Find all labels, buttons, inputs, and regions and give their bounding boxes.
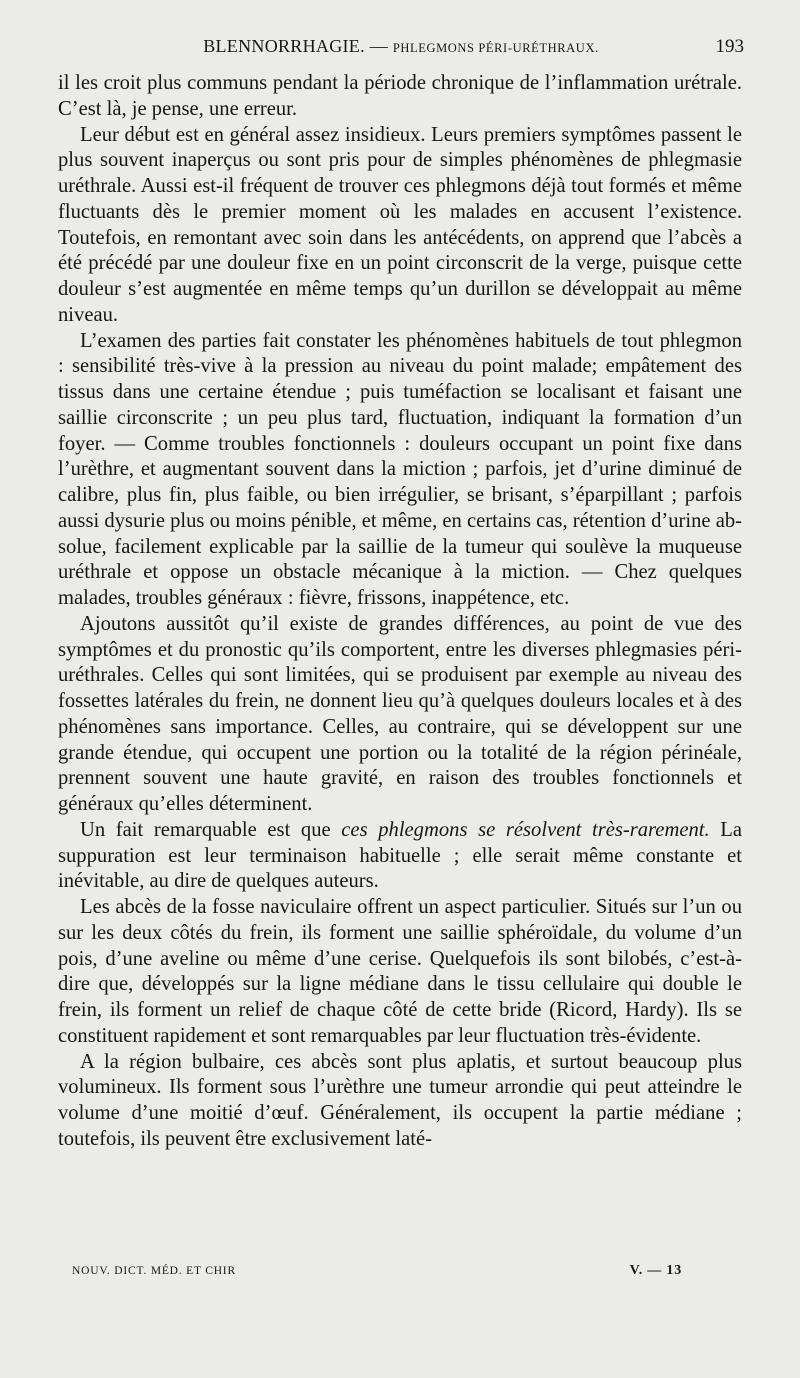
italic-phrase: ces phlegmons se résolvent très-rarement. <box>341 818 710 841</box>
paragraph <box>58 329 742 612</box>
paragraph-text: L’examen des parties fait constater les phénomènes habituels de tout phlegmon : sensibilité très-vive à la pression au niveau du point malade; empâtement des tissus dans une certaine étendue ; puis tuméfaction se localisant et faisant une saillie circonscrite ; un peu plus tard, fluctuation, indiquant la formation d’un foyer. — Comme troubles fonctionnels : douleurs occupant un point fixe dans l’urèthre, et augmentant souvent dans la miction ; parfois, jet d’urine diminué de calibre, plus fin, plus faible, ou bien irrégulier, se brisant, s’éparpillant ; parfois aussi dysurie plus ou moins pénible, et même, en certains cas, rétention d’urine absolue, facilement explicable par la saillie de la tumeur qui soulève la muqueuse uréthrale et oppose un obstacle mécanique à la miction. — Chez quelques malades, troubles généraux : fièvre, frissons, inappétence, etc. <box>58 329 742 609</box>
footer-volume-mark: V. — 13 <box>629 1263 682 1278</box>
paragraph <box>58 895 742 1050</box>
page-header <box>58 36 744 62</box>
paragraph-text: La suppuration est leur terminaison habituelle ; elle serait même constante et inévitable, au dire de quelques auteurs. <box>58 818 742 893</box>
paragraph <box>58 71 742 123</box>
running-title <box>58 36 744 57</box>
paragraph <box>58 123 742 329</box>
paragraph-text: Leur début est en général assez insidieux. Leurs premiers symptômes passent le plus souvent inaperçus ou sont pris pour de simples phénomènes de phlegmasie uréthrale. Aussi est-il fréquent de trouver ces phlegmons déjà tout formés et même fluctuants dès le premier moment où les malades en accusent l’existence. Toutefois, en remontant avec soin dans les antécédents, on apprend que l’abcès a été précédé par une douleur fixe en un point circonscrit de la verge, puisque cette douleur s’est augmentée en même temps qu’un durillon se développait au même niveau. <box>58 123 742 326</box>
paragraph <box>58 612 742 818</box>
paragraph <box>58 818 742 895</box>
paragraph <box>58 1050 742 1153</box>
paragraph-text: Un fait remarquable est que <box>80 818 342 841</box>
page-number: 193 <box>715 36 744 57</box>
paragraph-text: A la région bulbaire, ces abcès sont plus aplatis, et surtout beaucoup plus volumineux. Ils forment sous l’urèthre une tumeur arrondie qui peut atteindre le volume d’une moitié d’œuf. Généralement, ils occupent la partie médiane ; toutefois, ils peuvent être exclusivement laté- <box>58 1050 742 1150</box>
page-footer <box>72 1263 682 1283</box>
paragraph-text: il les croit plus communs pendant la période chronique de l’inflammation urétrale. C’est là, je pense, une erreur. <box>58 72 742 120</box>
running-title-dash: — <box>364 36 393 56</box>
running-title-sub: PHLEGMONS PÉRI-URÉTHRAUX. <box>392 41 599 55</box>
paragraph-text: Ajoutons aussitôt qu’il existe de grandes différences, au point de vue des symptômes et du pronostic qu’ils comportent, entre les diverses phlegmasies péri-uréthrales. Celles qui sont limitées, qui se produisent par exemple au niveau des fossettes latérales du frein, ne donnent lieu qu’à quelques douleurs locales et à des phénomènes sans importance. Celles, au contraire, qui se développent sur une grande étendue, qui occupent une portion ou la totalité de la région périnéale, prennent souvent une haute gravité, en raison des troubles fonctionnels et généraux qu’elles déterminent. <box>58 612 742 815</box>
running-title-main: BLENNORRHAGIE. <box>203 36 365 56</box>
body-text <box>58 71 742 1153</box>
paragraph-text: Les abcès de la fosse naviculaire offrent un aspect particulier. Situés sur l’un ou sur les deux côtés du frein, ils forment une saillie sphéroïdale, du volume d’un pois, d’une aveline ou même d’une cerise. Quelquefois ils sont bilobés, c’est-à-dire que, développés sur la ligne médiane dans le tissu cellulaire qui double le frein, ils forment un relief de chaque côté de cette bride (Ricord, Hardy). Ils se constituent rapidement et sont remarquables par leur fluctuation très-évidente. <box>58 896 742 1047</box>
footer-signature: NOUV. DICT. MÉD. ET CHIR <box>72 1265 236 1277</box>
